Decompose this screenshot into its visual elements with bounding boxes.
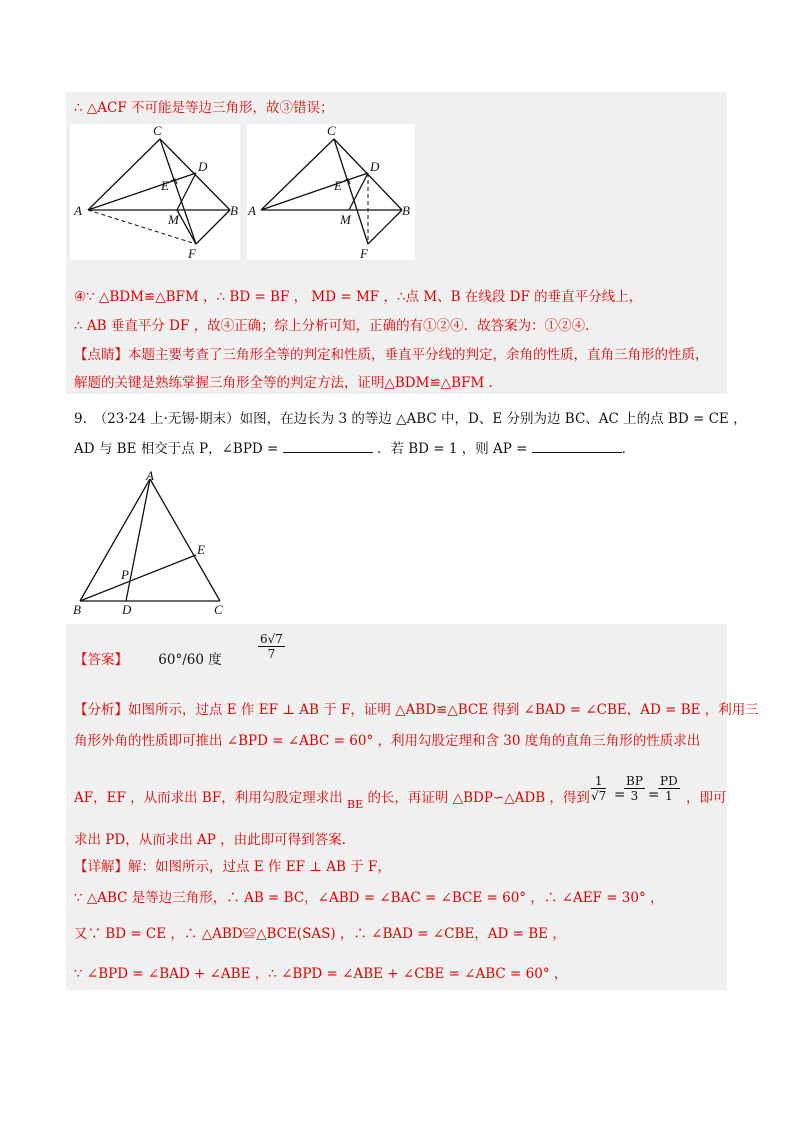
tip-line-1 xyxy=(74,345,709,365)
figure-question-9 xyxy=(70,468,230,616)
tip-line-2: 解题的关键是熟练掌握三角形全等的判定方法，证明△BDM≌△BFM . xyxy=(74,375,493,391)
answer-value-2 xyxy=(258,632,285,661)
detail-line-4: ∵ ∠BPD = ∠BAD + ∠ABE ，∴ ∠BPD = ∠ABE + ∠CBE = ∠ABC = 60° ， xyxy=(74,966,568,982)
svg-text:B: B xyxy=(402,203,410,218)
fraction-2-den: 3 xyxy=(630,789,639,803)
figure-right xyxy=(247,124,415,260)
question-9-text-a: AD 与 BE 相交于点 P，∠BPD = xyxy=(74,441,279,457)
svg-text:P: P xyxy=(121,567,129,582)
figure-left xyxy=(70,124,240,260)
svg-text:D: D xyxy=(122,602,132,616)
fraction-3 xyxy=(658,774,680,803)
fraction-1-den: √7 xyxy=(591,789,607,803)
conclusion-line-5: ∴ AB 垂直平分 DF ，故④正确；综上分析可知，正确的有①②④．故答案为：①②④． xyxy=(74,318,599,334)
tip-text: 本题主要考查了三角形全等的判定和性质，垂直平分线的判定，余角的性质，直角三角形的性质， xyxy=(128,347,709,363)
analysis-line-2: 角形外角的性质即可推出 ∠BPD = ∠ABC = 60° ，利用勾股定理和含 30 度角的直角三角形的性质求出 xyxy=(74,733,701,749)
question-9-line-1: 9. （23·24 上·无锡·期末）如图，在边长为 3 的等边 △ABC 中，D、E 分别为边 BC、AC 上的点 BD = CE ， xyxy=(74,411,747,427)
svg-text:B: B xyxy=(230,203,238,218)
analysis-line-3 xyxy=(74,788,590,809)
detail-line-2: ∵ △ABC 是等边三角形，∴ AB = BC，∠ABD = ∠BAC = ∠BCE = 60° ，∴ ∠AEF = 30° ， xyxy=(74,890,664,906)
svg-text:E: E xyxy=(334,178,342,193)
tip-label: 【点睛】 xyxy=(74,347,128,363)
equals-1: = xyxy=(614,787,626,803)
svg-text:D: D xyxy=(370,159,380,174)
question-9-text-b: ．若 BD = 1 ，则 AP = xyxy=(376,441,528,457)
answer-line xyxy=(74,650,222,670)
svg-text:C: C xyxy=(153,124,162,138)
equals-2: = xyxy=(648,787,660,803)
detail-label: 【详解】 xyxy=(74,859,128,875)
fraction-2-num: BP xyxy=(626,774,643,788)
analysis-text-1: 如图所示，过点 E 作 EF ⊥ AB 于 F，证明 △ABD≌△BCE 得到 ∠BAD = ∠CBE，AD = BE ，利用三 xyxy=(128,702,759,718)
svg-text:B: B xyxy=(73,602,81,616)
svg-text:M: M xyxy=(168,212,179,227)
answer-label: 【答案】 xyxy=(74,652,128,668)
conclusion-line-3: ∴ △ACF 不可能是等边三角形，故③错误； xyxy=(74,100,334,116)
answer-frac-den: 7 xyxy=(267,647,276,661)
answer-value-1: 60°/60 度 xyxy=(158,652,222,668)
question-9-text-c: ． xyxy=(621,441,636,457)
svg-text:E: E xyxy=(161,178,169,193)
svg-text:M: M xyxy=(340,212,351,227)
fraction-2 xyxy=(624,774,645,803)
analysis-text-3c: 的长，再证明 △BDP∽△ADB ，得到 xyxy=(367,790,590,806)
detail-text-1: 解：如图所示，过点 E 作 EF ⊥ AB 于 F， xyxy=(128,859,391,875)
detail-line-3: 又∵ BD = CE ，∴ △ABD≌△BCE(SAS) ，∴ ∠BAD = ∠CBE，AD = BE ， xyxy=(74,926,566,942)
svg-text:A: A xyxy=(74,203,82,218)
figure-left-svg xyxy=(70,124,240,260)
analysis-label: 【分析】 xyxy=(74,702,128,718)
figure-q9-svg xyxy=(70,468,230,616)
fraction-3-den: 1 xyxy=(665,789,673,803)
answer-frac-num: 6√7 xyxy=(260,632,283,646)
fraction-1 xyxy=(591,774,606,803)
fraction-3-num: PD xyxy=(660,774,678,788)
svg-text:A: A xyxy=(146,468,154,483)
analysis-line-4: 求出 PD，从而求出 AP ，由此即可得到答案. xyxy=(74,832,346,848)
svg-text:A: A xyxy=(248,203,256,218)
analysis-line-1 xyxy=(74,700,759,720)
detail-line-1 xyxy=(74,857,391,877)
svg-text:D: D xyxy=(198,159,208,174)
svg-text:C: C xyxy=(214,602,223,616)
fraction-1-num: 1 xyxy=(591,774,606,789)
svg-text:E: E xyxy=(197,542,205,557)
analysis-text-3d: ，即可 xyxy=(686,790,727,806)
svg-text:C: C xyxy=(327,124,336,138)
answer-blank-2[interactable] xyxy=(532,440,622,453)
analysis-text-3b: BE xyxy=(347,798,364,811)
answer-blank-1[interactable] xyxy=(283,440,373,453)
analysis-text-3a: AF，EF ，从而求出 BF，利用勾股定理求出 xyxy=(74,790,343,806)
question-9-line-2 xyxy=(74,439,635,459)
figure-right-svg xyxy=(247,124,415,260)
svg-text:F: F xyxy=(188,246,196,260)
conclusion-line-4: ④∵ △BDM≌△BFM ，∴ BD = BF ， MD = MF ，∴点 M、B 在线段 DF 的垂直平分线上， xyxy=(74,289,643,305)
svg-text:F: F xyxy=(360,246,368,260)
